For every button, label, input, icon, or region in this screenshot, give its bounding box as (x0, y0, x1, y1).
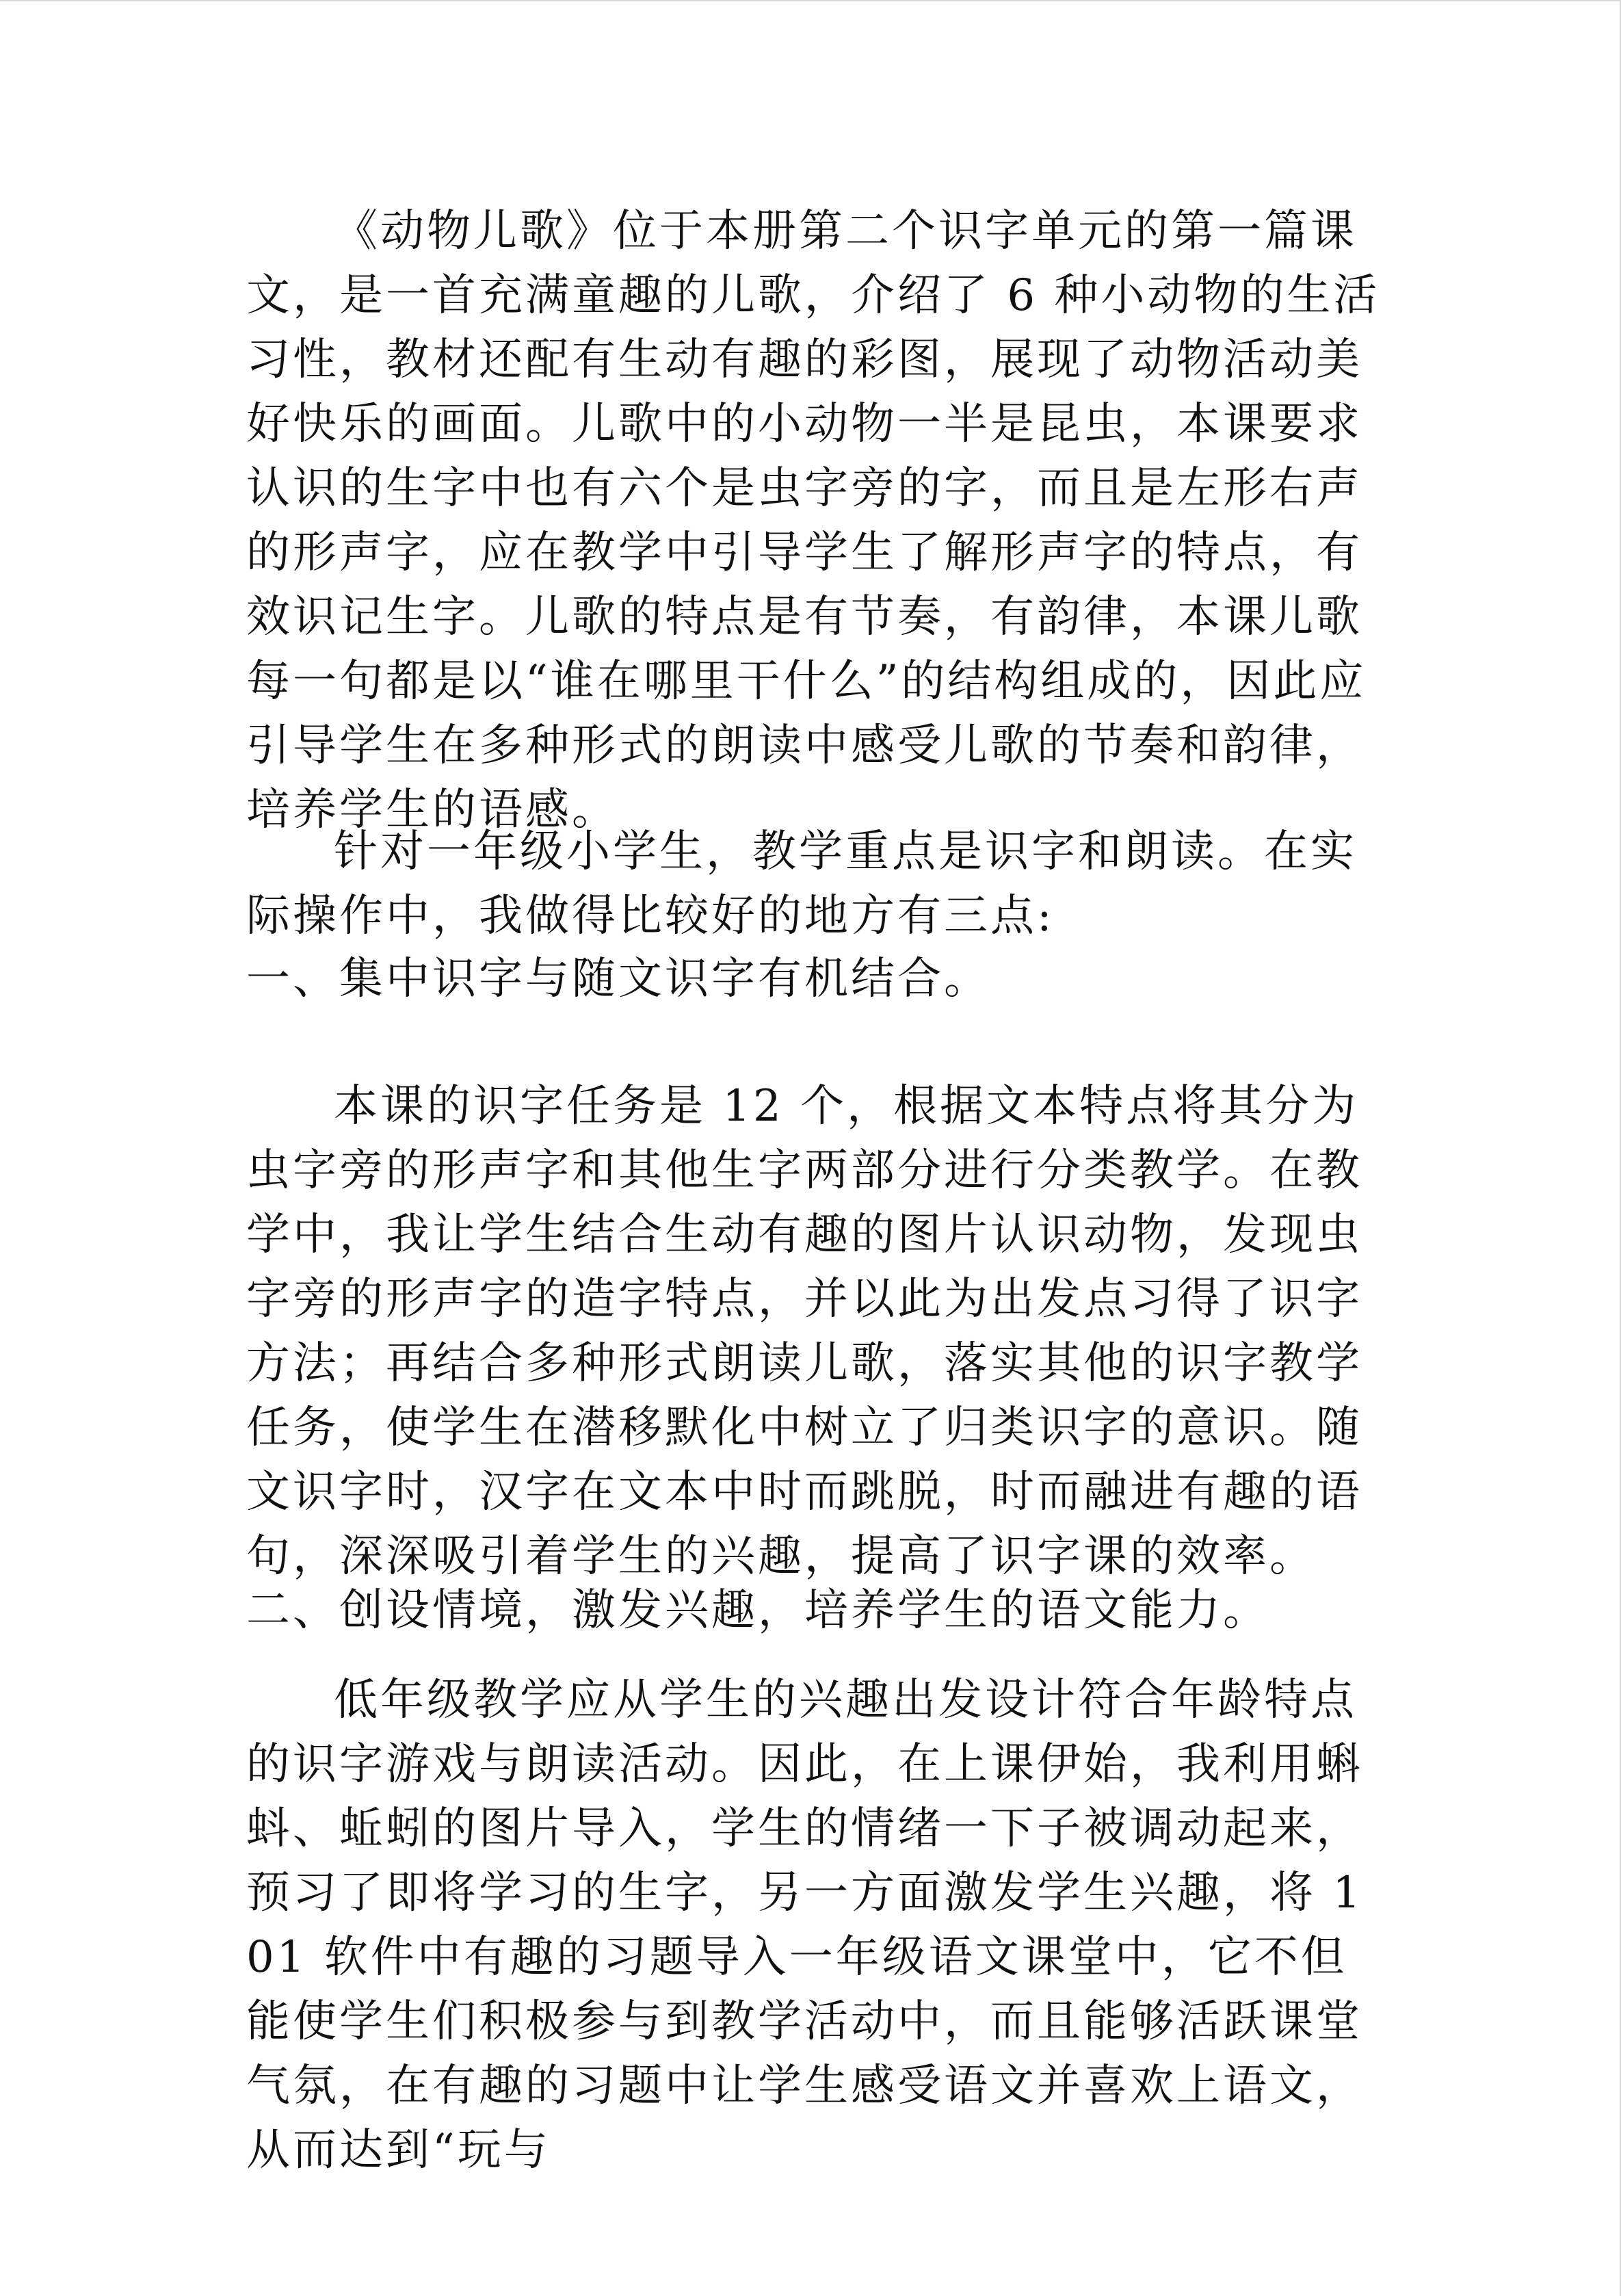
section-heading-2: 二、创设情境，激发兴趣，培养学生的语文能力。 (246, 1585, 1269, 1636)
paragraph-intro: 《动物儿歌》位于本册第二个识字单元的第一篇课文，是一首充满童趣的儿歌，介绍了 6 种小动物的生活习性，教材还配有生动有趣的彩图，展现了动物活动美好快乐的画面。儿歌中的小动物一半是昆虫，本课要求认识的生字中也有六个是虫字旁的字，而且是左形右声的形声字，应在教学中引导学生了解形声字的特点，有效识记生字。儿歌的特点是有节奏，有韵律，本课儿歌每一句都是以“谁在哪里干什么”的结构组成的，因此应引导学生在多种形式的朗读中感受儿歌的节奏和韵律，培养学生的语感。 (246, 206, 1380, 835)
section-heading-1: 一、集中识字与随文识字有机结合。 (246, 954, 990, 1004)
paragraph-literacy: 本课的识字任务是 12 个，根据文本特点将其分为虫字旁的形声字和其他生字两部分进行分类教学。在教学中，我让学生结合生动有趣的图片认识动物，发现虫字旁的形声字的造字特点，并以此为出发点习得了识字方法；再结合多种形式朗读儿歌，落实其他的识字教学任务，使学生在潜移默化中树立了归类识字的意识。随文识字时，汉字在文本中时而跳脱，时而融进有趣的语句，深深吸引着学生的兴趣，提高了识字课的效率。 (246, 1081, 1362, 1582)
paragraph-interest: 低年级教学应从学生的兴趣出发设计符合年龄特点的识字游戏与朗读活动。因此，在上课伊始，我利用蝌蚪、蚯蚓的图片导入，学生的情绪一下子被调动起来，预习了即将学习的生字，另一方面激发学生兴趣，将 101 软件中有趣的习题导入一年级语文课堂中，它不但能使学生们积极参与到教学活动中，而且能够活跃课堂气氛，在有趣的习题中让学生感受语文并喜欢上语文，从而达到“玩与 (246, 1675, 1364, 2176)
paragraph-focus: 针对一年级小学生，教学重点是识字和朗读。在实际操作中，我做得比较好的地方有三点: (246, 826, 1357, 941)
